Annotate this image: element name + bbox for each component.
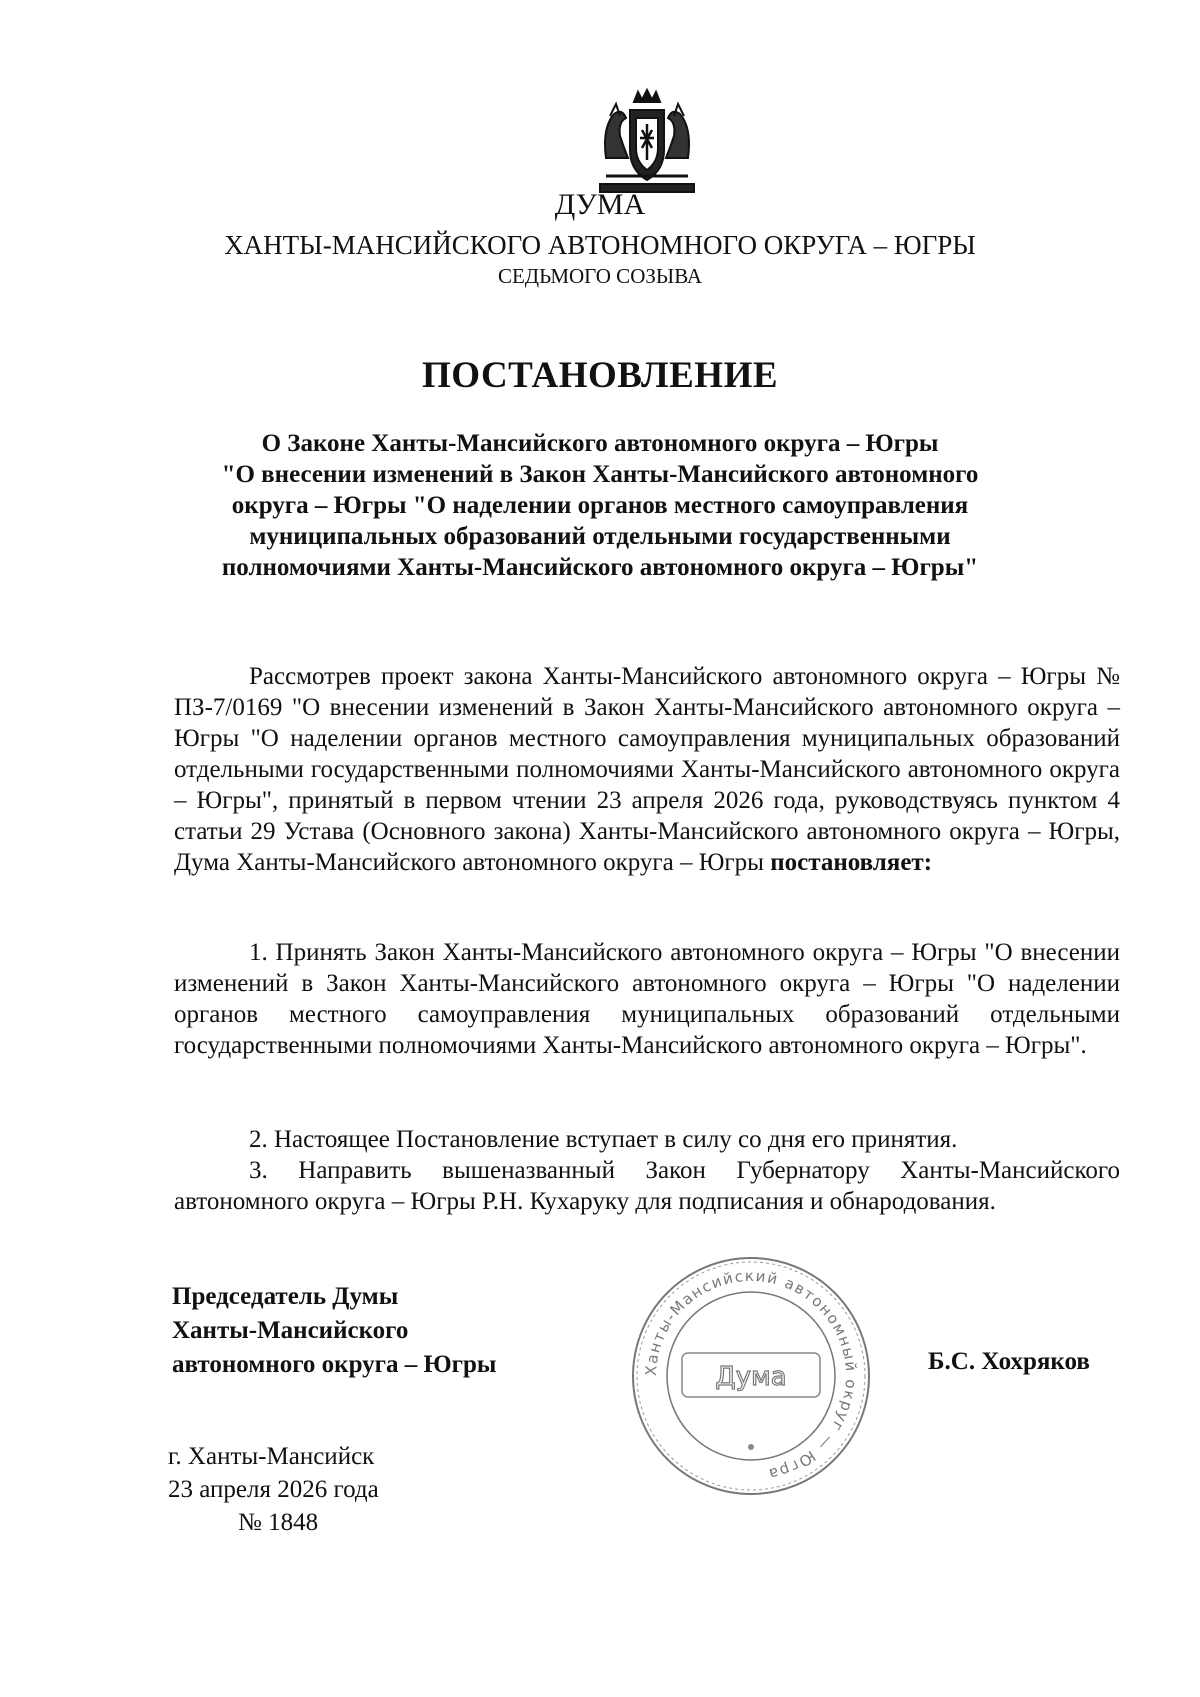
preamble-paragraph xyxy=(174,661,1120,878)
stamp-ring-text: Ханты-Мансийский автономный округ — Югра xyxy=(641,1266,861,1484)
subject-line: округа – Югры "О наделении органов местного самоуправления xyxy=(231,492,969,519)
official-stamp xyxy=(630,1255,872,1497)
signatory-title xyxy=(172,1280,496,1382)
org-region: ХАНТЫ-МАНСИЙСКОГО АВТОНОМНОГО ОКРУГА – ЮГРЫ xyxy=(224,230,976,260)
item-2-paragraph xyxy=(174,1124,1120,1155)
item-3-paragraph: 3. Направить вышеназванный Закон Губернатору Ханты-Мансийского автономного округа – Югры Р.Н. Кухаруку для подписания и обнародования. xyxy=(174,1157,1120,1215)
convocation: СЕДЬМОГО СОЗЫВА xyxy=(497,264,703,288)
preamble-text: Рассмотрев проект закона Ханты-Мансийского автономного округа – Югры № ПЗ-7/0169 "О внесении изменений в Закон Ханты-Мансийского автономного округа – Югры "О наделении органов местного самоуправления муниципальных образований отдельными государственными полномочиями Ханты-Мансийского автономного округа – Югры", принятый в первом чтении 23 апреля 2026 года, руководствуясь пунктом 4 статьи 29 Устава (Основного закона) Ханты-Мансийского автономного округа – Югры, Дума Ханты-Мансийского автономного округа – Югры xyxy=(174,663,1120,876)
coat-of-arms-icon xyxy=(596,88,698,196)
document-number: № 1848 xyxy=(238,1509,319,1536)
subject-line: муниципальных образований отдельными государственными xyxy=(249,523,951,550)
stamp-center-text: Дума xyxy=(715,1362,787,1392)
city: г. Ханты-Мансийск xyxy=(168,1443,375,1470)
date: 23 апреля 2026 года xyxy=(168,1476,379,1503)
signatory-title-line: автономного округа – Югры xyxy=(172,1351,497,1378)
item-2-text: 2. Настоящее Постановление вступает в силу со дня его принятия. xyxy=(249,1126,958,1153)
resolves-word: постановляет: xyxy=(770,849,933,876)
org-name: ДУМА xyxy=(554,188,646,221)
signatory-name: Б.С. Хохряков xyxy=(928,1348,1090,1375)
signatory-title-line: Председатель Думы xyxy=(172,1283,399,1310)
subject-line: О Законе Ханты-Мансийского автономного округа – Югры xyxy=(261,430,939,457)
signatory-title-line: Ханты-Мансийского xyxy=(172,1317,409,1344)
document-type: ПОСТАНОВЛЕНИЕ xyxy=(421,355,779,396)
item-1-paragraph: 1. Принять Закон Ханты-Мансийского автономного округа – Югры "О внесении изменений в Закон Ханты-Мансийского автономного округа – Югры "О наделении органов местного самоуправления муниципальных образований отдельными государственными полномочиями Ханты-Мансийского автономного округа – Югры". xyxy=(174,939,1120,1059)
subject-line: "О внесении изменений в Закон Ханты-Мансийского автономного xyxy=(221,461,979,488)
document-subject xyxy=(150,428,1050,583)
place-date-number xyxy=(168,1440,379,1539)
subject-line: полномочиями Ханты-Мансийского автономного округа – Югры" xyxy=(221,554,979,581)
